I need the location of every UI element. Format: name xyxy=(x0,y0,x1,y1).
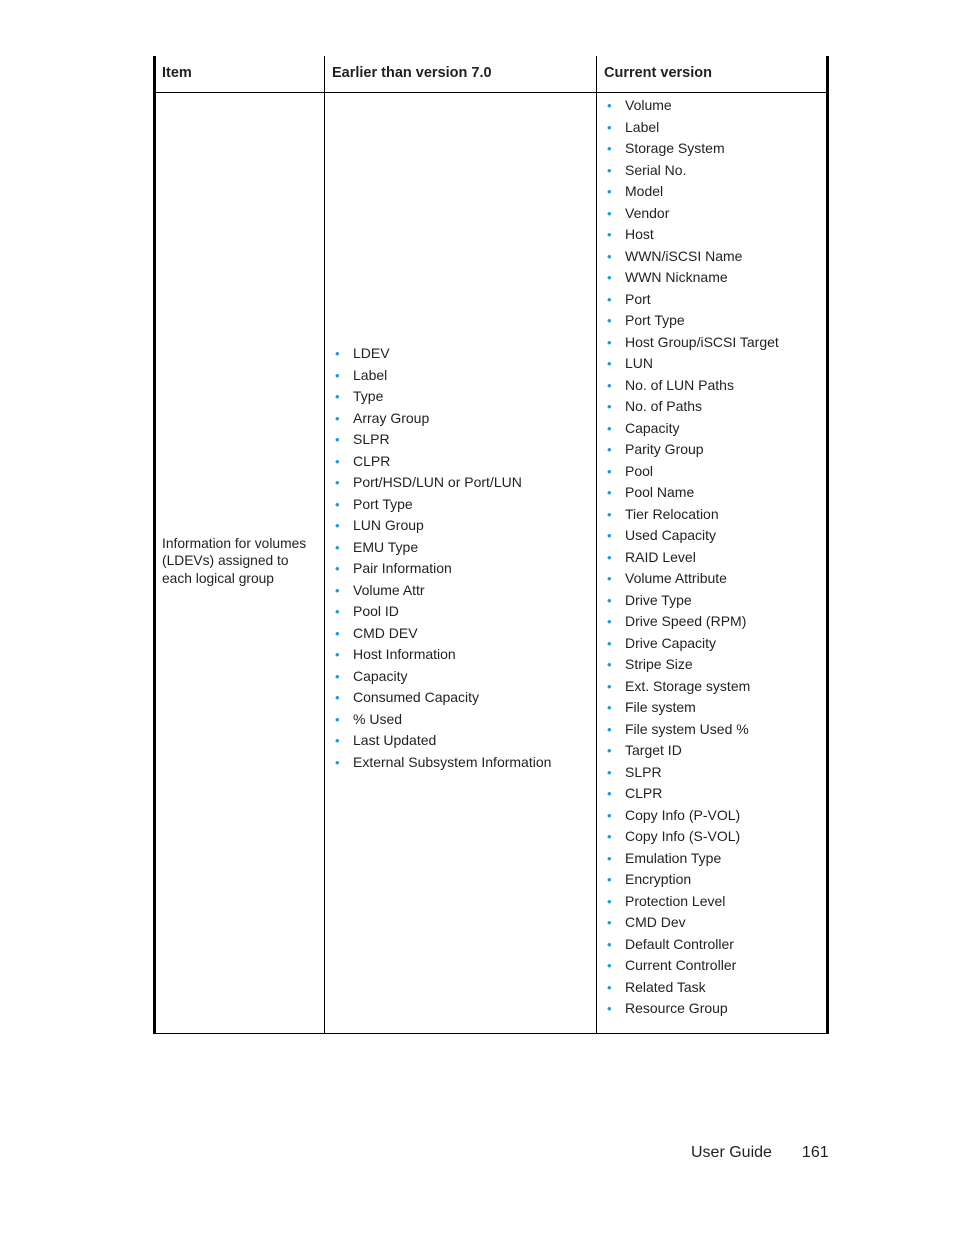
column-divider xyxy=(596,56,597,1033)
list-item-text: Storage System xyxy=(625,140,725,156)
bullet-icon: • xyxy=(607,291,612,307)
list-item xyxy=(333,666,551,688)
bullet-icon: • xyxy=(335,475,340,490)
list-item-text: RAID Level xyxy=(625,548,696,565)
list-item-text: Host xyxy=(625,226,654,242)
bullet-icon: • xyxy=(335,389,340,404)
list-item xyxy=(605,654,779,676)
list-item xyxy=(333,515,551,537)
bullet-icon: • xyxy=(607,334,612,350)
list-item-text: Volume xyxy=(625,97,672,113)
list-item-text: Port Type xyxy=(353,495,413,512)
list-item-text: Resource Group xyxy=(625,1000,728,1016)
bullet-icon: • xyxy=(607,270,612,285)
list-item xyxy=(605,891,779,913)
bullet-icon: • xyxy=(607,205,612,221)
list-item-text: Drive Capacity xyxy=(625,634,717,651)
list-item xyxy=(605,740,779,762)
list-item-text: CLPR xyxy=(353,452,391,469)
list-item-text: SLPR xyxy=(353,431,390,447)
list-item xyxy=(605,482,779,504)
bullet-icon: • xyxy=(607,485,612,500)
list-item-text: No. of LUN Paths xyxy=(625,376,734,393)
list-item-text: Ext. Storage system xyxy=(625,677,751,694)
list-item-text: Consumed Capacity xyxy=(353,689,480,705)
bullet-icon: • xyxy=(607,958,612,973)
list-item-text: LUN Group xyxy=(353,517,424,533)
list-item-text: LUN xyxy=(625,355,654,371)
list-item xyxy=(605,439,779,461)
list-item xyxy=(605,719,779,741)
list-item-text: Pair Information xyxy=(353,560,452,576)
list-item xyxy=(605,289,779,311)
list-item xyxy=(605,611,779,633)
list-item-text: External Subsystem Information xyxy=(353,753,552,770)
bullet-icon: • xyxy=(607,549,612,565)
bullet-icon: • xyxy=(335,432,340,447)
bullet-icon: • xyxy=(607,721,612,737)
bullet-icon: • xyxy=(335,561,340,576)
list-item-text: Serial No. xyxy=(625,161,687,178)
bullet-icon: • xyxy=(607,678,612,694)
bullet-icon: • xyxy=(607,872,612,887)
bullet-icon: • xyxy=(607,463,612,479)
list-item xyxy=(605,977,779,999)
list-item-text: File system xyxy=(625,699,696,715)
list-item-text: Stripe Size xyxy=(625,656,693,672)
list-item-text: CMD Dev xyxy=(625,914,686,930)
bullet-icon: • xyxy=(607,571,612,586)
bullet-icon: • xyxy=(335,733,340,748)
list-item-text: Copy Info (S-VOL) xyxy=(625,828,741,844)
current-version-list xyxy=(605,95,779,1020)
list-item-text: Capacity xyxy=(625,419,680,436)
header-divider xyxy=(156,92,826,93)
list-item-text: SLPR xyxy=(625,763,662,780)
list-item-text: Target ID xyxy=(625,742,682,758)
list-item-text: Last Updated xyxy=(353,732,437,748)
list-item-text: Volume Attribute xyxy=(625,570,727,586)
bullet-icon: • xyxy=(607,184,612,199)
bullet-icon: • xyxy=(335,625,340,641)
bullet-icon: • xyxy=(607,227,612,242)
list-item-text: Emulation Type xyxy=(625,849,722,866)
list-item xyxy=(605,568,779,590)
bullet-icon: • xyxy=(607,592,612,608)
list-item xyxy=(605,246,779,268)
bullet-icon: • xyxy=(607,936,612,952)
list-item xyxy=(605,590,779,612)
list-item-text: Volume Attr xyxy=(353,581,425,598)
list-item xyxy=(605,676,779,698)
list-item-text: Drive Type xyxy=(625,591,692,608)
list-item xyxy=(605,912,779,934)
list-item xyxy=(333,494,551,516)
list-item xyxy=(333,752,551,774)
list-item xyxy=(605,224,779,246)
list-item-text: File system Used % xyxy=(625,720,749,737)
list-item xyxy=(333,558,551,580)
bullet-icon: • xyxy=(335,668,340,684)
page-footer xyxy=(691,1143,829,1163)
list-item xyxy=(605,203,779,225)
bullet-icon: • xyxy=(607,442,612,457)
list-item xyxy=(605,160,779,182)
bullet-icon: • xyxy=(607,764,612,780)
bullet-icon: • xyxy=(607,915,612,930)
list-item-text: Encryption xyxy=(625,871,692,887)
header-current-version: Current version xyxy=(604,65,712,81)
footer-label: User Guide xyxy=(691,1144,772,1161)
header-earlier-version: Earlier than version 7.0 xyxy=(332,65,492,81)
list-item-text: Label xyxy=(353,366,388,383)
list-item xyxy=(605,461,779,483)
list-item xyxy=(333,386,551,408)
header-item: Item xyxy=(162,65,192,81)
list-item-text: CMD DEV xyxy=(353,624,418,641)
list-item xyxy=(333,644,551,666)
list-item-text: WWN/iSCSI Name xyxy=(625,247,743,264)
list-item xyxy=(605,418,779,440)
bullet-icon: • xyxy=(607,506,612,522)
list-item xyxy=(333,429,551,451)
bullet-icon: • xyxy=(607,850,612,866)
bullet-icon: • xyxy=(607,700,612,715)
list-item-text: No. of Paths xyxy=(625,398,703,414)
list-item-text: Port xyxy=(625,290,651,307)
bullet-icon: • xyxy=(607,399,612,414)
list-item xyxy=(333,472,551,494)
list-item xyxy=(333,730,551,752)
list-item xyxy=(333,451,551,473)
list-item-text: Pool xyxy=(625,462,654,479)
list-item-text: Vendor xyxy=(625,204,670,221)
bullet-icon: • xyxy=(335,453,340,469)
page-number: 161 xyxy=(801,1144,829,1161)
list-item xyxy=(333,687,551,709)
list-item-text: Port Type xyxy=(625,312,685,328)
list-item-text: Parity Group xyxy=(625,441,704,457)
list-item xyxy=(605,117,779,139)
list-item xyxy=(605,869,779,891)
bullet-icon: • xyxy=(607,893,612,909)
list-item-text: Array Group xyxy=(353,409,430,426)
list-item-text: Protection Level xyxy=(625,892,726,909)
list-item xyxy=(333,601,551,623)
list-item xyxy=(333,580,551,602)
bullet-icon: • xyxy=(335,539,340,555)
list-item xyxy=(605,310,779,332)
bullet-icon: • xyxy=(335,604,340,619)
list-item-text: Pool Name xyxy=(625,484,695,500)
bullet-icon: • xyxy=(607,829,612,844)
list-item xyxy=(605,955,779,977)
list-item xyxy=(605,633,779,655)
list-item xyxy=(333,709,551,731)
list-item xyxy=(605,138,779,160)
bullet-icon: • xyxy=(335,496,340,512)
list-item xyxy=(605,267,779,289)
earlier-version-list xyxy=(333,343,551,773)
list-item-text: WWN Nickname xyxy=(625,269,728,285)
list-item-text: Host Information xyxy=(353,646,456,662)
list-item-text: Capacity xyxy=(353,667,408,684)
list-item-text: Host Group/iSCSI Target xyxy=(625,333,779,350)
bullet-icon: • xyxy=(607,743,612,758)
list-item xyxy=(333,408,551,430)
list-item-text: Current Controller xyxy=(625,957,737,973)
list-item xyxy=(605,848,779,870)
bullet-icon: • xyxy=(607,313,612,328)
list-item xyxy=(605,95,779,117)
list-item xyxy=(605,805,779,827)
list-item xyxy=(333,623,551,645)
column-divider xyxy=(324,56,325,1033)
bullet-icon: • xyxy=(335,711,340,727)
bullet-icon: • xyxy=(607,979,612,995)
bullet-icon: • xyxy=(607,141,612,156)
list-item xyxy=(605,826,779,848)
bullet-icon: • xyxy=(607,377,612,393)
list-item xyxy=(605,934,779,956)
bullet-icon: • xyxy=(335,410,340,426)
list-item-text: Port/HSD/LUN or Port/LUN xyxy=(353,474,522,490)
list-item xyxy=(605,998,779,1020)
bullet-icon: • xyxy=(607,356,612,371)
list-item xyxy=(605,504,779,526)
list-item-text: Tier Relocation xyxy=(625,505,719,522)
list-item-text: Default Controller xyxy=(625,935,734,952)
bullet-icon: • xyxy=(607,119,612,135)
bullet-icon: • xyxy=(335,367,340,383)
list-item xyxy=(605,181,779,203)
list-item xyxy=(605,396,779,418)
bullet-icon: • xyxy=(607,1001,612,1016)
bullet-icon: • xyxy=(607,162,612,178)
bullet-icon: • xyxy=(335,647,340,662)
list-item-text: Used Capacity xyxy=(625,527,717,543)
list-item xyxy=(605,697,779,719)
list-item-text: CLPR xyxy=(625,785,663,801)
bullet-icon: • xyxy=(607,614,612,629)
bullet-icon: • xyxy=(607,248,612,264)
bullet-icon: • xyxy=(607,657,612,672)
bullet-icon: • xyxy=(335,754,340,770)
list-item-text: LDEV xyxy=(353,345,390,361)
list-item-text: EMU Type xyxy=(353,538,419,555)
list-item xyxy=(605,762,779,784)
bullet-icon: • xyxy=(607,786,612,801)
list-item-text: Model xyxy=(625,183,664,199)
list-item xyxy=(605,783,779,805)
comparison-table xyxy=(153,56,829,1034)
bullet-icon: • xyxy=(607,98,612,113)
list-item-text: Copy Info (P-VOL) xyxy=(625,806,741,823)
list-item xyxy=(605,353,779,375)
bullet-icon: • xyxy=(607,528,612,543)
bullet-icon: • xyxy=(335,690,340,705)
list-item-text: % Used xyxy=(353,710,403,727)
list-item xyxy=(605,525,779,547)
list-item-text: Label xyxy=(625,118,660,135)
list-item-text: Pool ID xyxy=(353,603,399,619)
list-item xyxy=(333,365,551,387)
bullet-icon: • xyxy=(335,518,340,533)
list-item xyxy=(605,332,779,354)
bullet-icon: • xyxy=(607,420,612,436)
bullet-icon: • xyxy=(335,346,340,361)
list-item xyxy=(333,343,551,365)
list-item-text: Type xyxy=(353,388,384,404)
list-item xyxy=(333,537,551,559)
bullet-icon: • xyxy=(335,582,340,598)
list-item-text: Related Task xyxy=(625,978,706,995)
bullet-icon: • xyxy=(607,807,612,823)
list-item-text: Drive Speed (RPM) xyxy=(625,613,747,629)
list-item xyxy=(605,375,779,397)
list-item xyxy=(605,547,779,569)
item-description: Information for volumes (LDEVs) assigned to each logical group xyxy=(162,536,307,586)
bullet-icon: • xyxy=(607,635,612,651)
